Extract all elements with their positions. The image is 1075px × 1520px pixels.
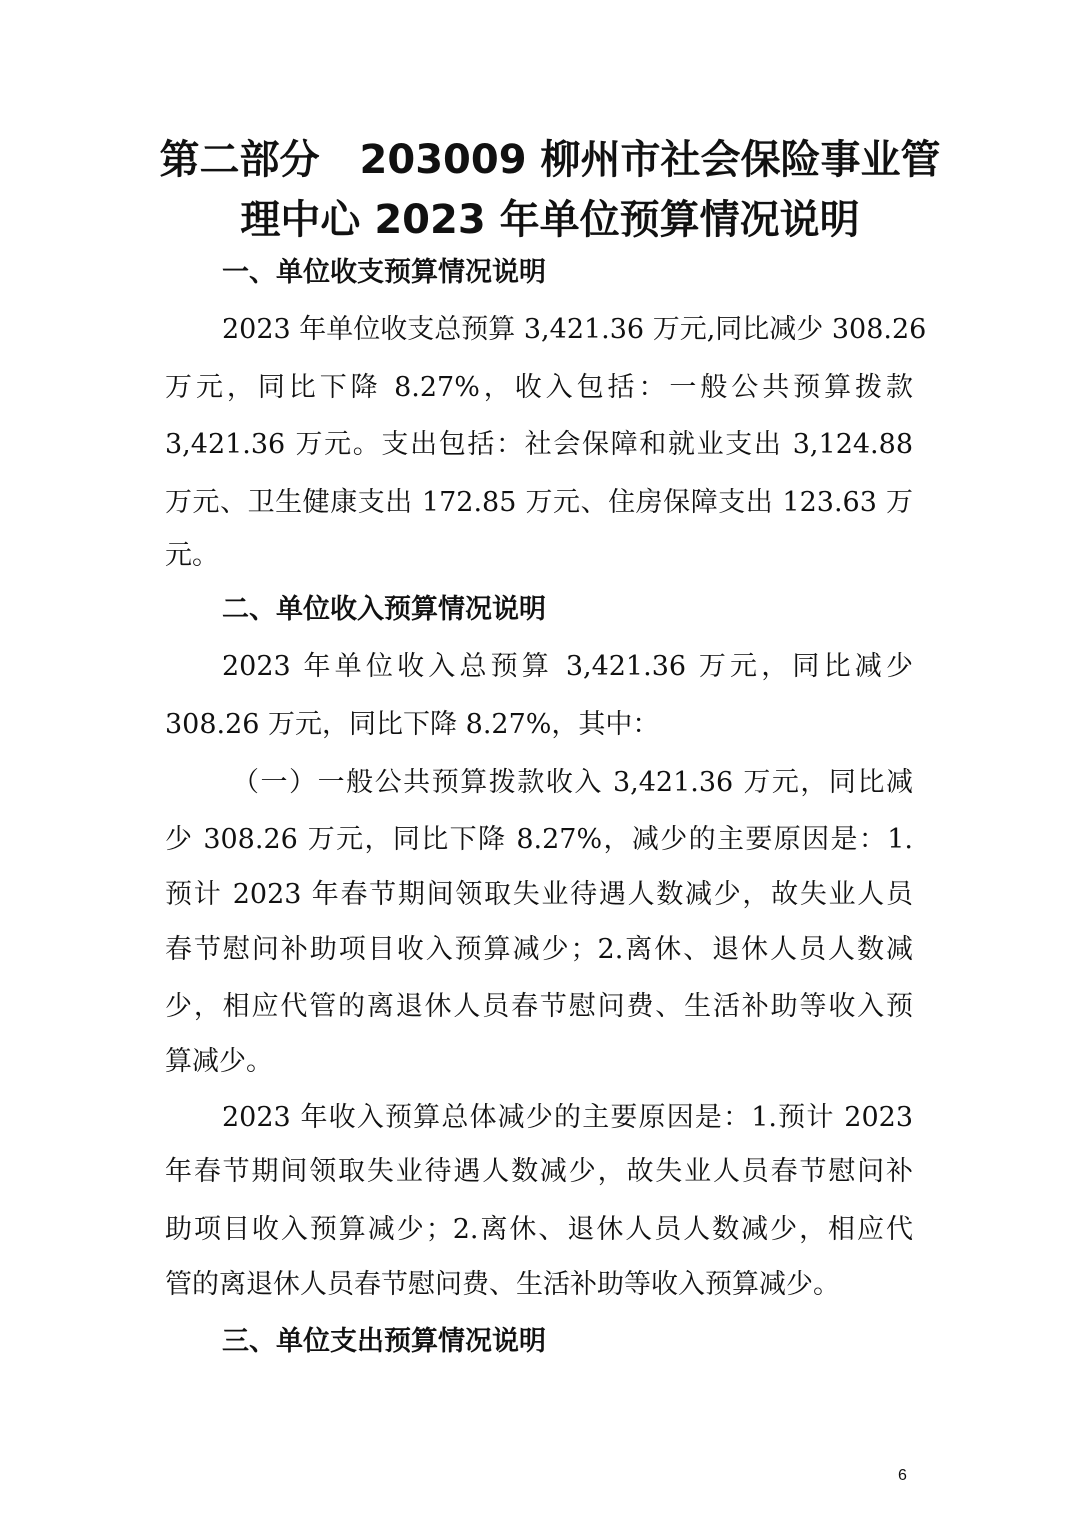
section-2-paragraph-2-line: 算减少。 — [165, 1046, 273, 1077]
section-1-line: 万元、卫生健康支出 172.85 万元、住房保障支出 123.63 万 — [165, 487, 913, 518]
section-3-heading: 三、单位支出预算情况说明 — [222, 1326, 546, 1357]
section-2-paragraph-2-line: 少 308.26 万元，同比下降 8.27%，减少的主要原因是：1. — [165, 824, 913, 855]
section-2-heading: 二、单位收入预算情况说明 — [222, 594, 546, 625]
section-2-paragraph-3-line: 2023 年收入预算总体减少的主要原因是：1.预计 2023 — [222, 1102, 913, 1133]
section-2-paragraph-3-line: 助项目收入预算减少；2.离休、退休人员人数减少，相应代 — [165, 1214, 913, 1245]
section-2-paragraph-2-line: 春节慰问补助项目收入预算减少；2.离休、退休人员人数减 — [165, 934, 913, 965]
section-2-paragraph-2-line: 预计 2023 年春节期间领取失业待遇人数减少，故失业人员 — [165, 879, 913, 910]
section-2-paragraph-2-line: 少，相应代管的离退休人员春节慰问费、生活补助等收入预 — [165, 991, 913, 1022]
section-2-paragraph-3-line: 管的离退休人员春节慰问费、生活补助等收入预算减少。 — [165, 1269, 840, 1300]
document-title-line-1: 第二部分 203009 柳州市社会保险事业管 — [159, 137, 941, 183]
section-1-line: 元。 — [165, 540, 219, 571]
section-2-paragraph-2-line: （一）一般公共预算拨款收入 3,421.36 万元，同比减 — [232, 767, 913, 798]
section-2-paragraph-1-line: 308.26 万元，同比下降 8.27%，其中： — [165, 709, 660, 740]
document-title-line-2: 理中心 2023 年单位预算情况说明 — [240, 197, 860, 243]
section-1-line: 万元，同比下降 8.27%，收入包括：一般公共预算拨款 — [165, 372, 913, 403]
page-number: 6 — [898, 1467, 907, 1484]
section-1-heading: 一、单位收支预算情况说明 — [222, 257, 546, 288]
section-1-line: 2023 年单位收支总预算 3,421.36 万元,同比减少 308.26 — [222, 314, 927, 345]
section-2-paragraph-1-line: 2023 年单位收入总预算 3,421.36 万元，同比减少 — [222, 651, 913, 682]
section-2-paragraph-3-line: 年春节期间领取失业待遇人数减少，故失业人员春节慰问补 — [165, 1156, 913, 1187]
section-1-line: 3,421.36 万元。支出包括：社会保障和就业支出 3,124.88 — [165, 429, 913, 460]
